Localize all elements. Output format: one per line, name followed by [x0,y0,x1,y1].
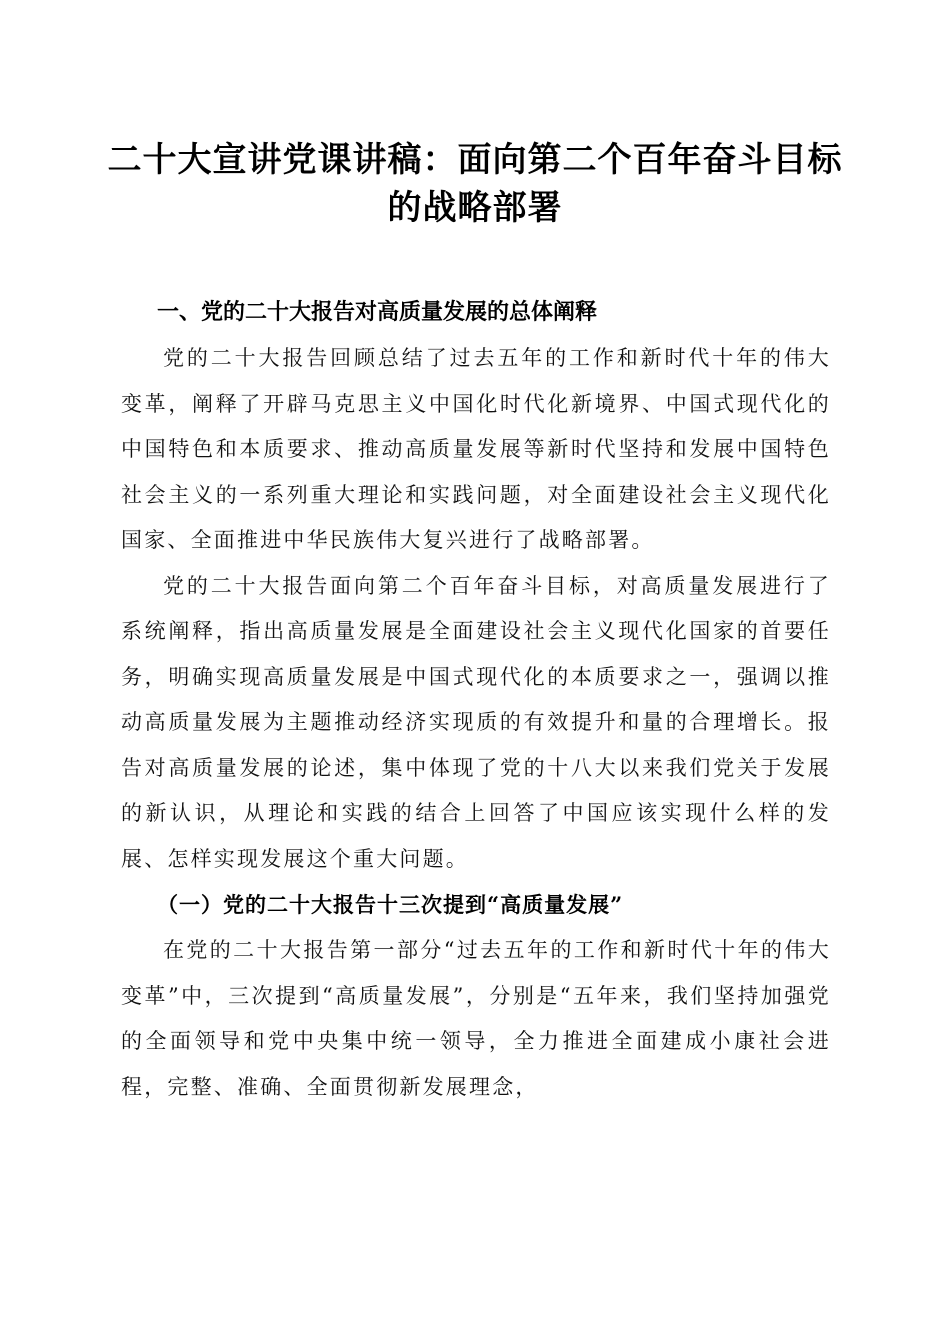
section-heading: 一、党的二十大报告对高质量发展的总体阐释 [157,300,598,325]
document-title: 二十大宣讲党课讲稿：面向第二个百年奋斗目标的战略部署 [107,140,843,228]
subsection-heading: （一）党的二十大报告十三次提到“高质量发展” [157,892,624,917]
paragraph: 党的二十大报告回顾总结了过去五年的工作和新时代十年的伟大变革，阐释了开辟马克思主义中国化时代化新境界、中国式现代化的中国特色和本质要求、推动高质量发展等新时代坚持和发展中国特色社会主义的一系列重大理论和实践问题，对全面建设社会主义现代化国家、全面推进中华民族伟大复兴进行了战略部署。 [121,346,831,552]
paragraph: 在党的二十大报告第一部分“过去五年的工作和新时代十年的伟大变革”中，三次提到“高质量发展”，分别是“五年来，我们坚持加强党的全面领导和党中央集中统一领导，全力推进全面建成小康社会进程，完整、准确、全面贯彻新发展理念， [121,938,831,1099]
paragraph: 党的二十大报告面向第二个百年奋斗目标，对高质量发展进行了系统阐释，指出高质量发展是全面建设社会主义现代化国家的首要任务，明确实现高质量发展是中国式现代化的本质要求之一，强调以推动高质量发展为主题推动经济实现质的有效提升和量的合理增长。报告对高质量发展的论述，集中体现了党的十八大以来我们党关于发展的新认识，从理论和实践的结合上回答了中国应该实现什么样的发展、怎样实现发展这个重大问题。 [121,573,831,871]
document-body [121,290,831,1110]
